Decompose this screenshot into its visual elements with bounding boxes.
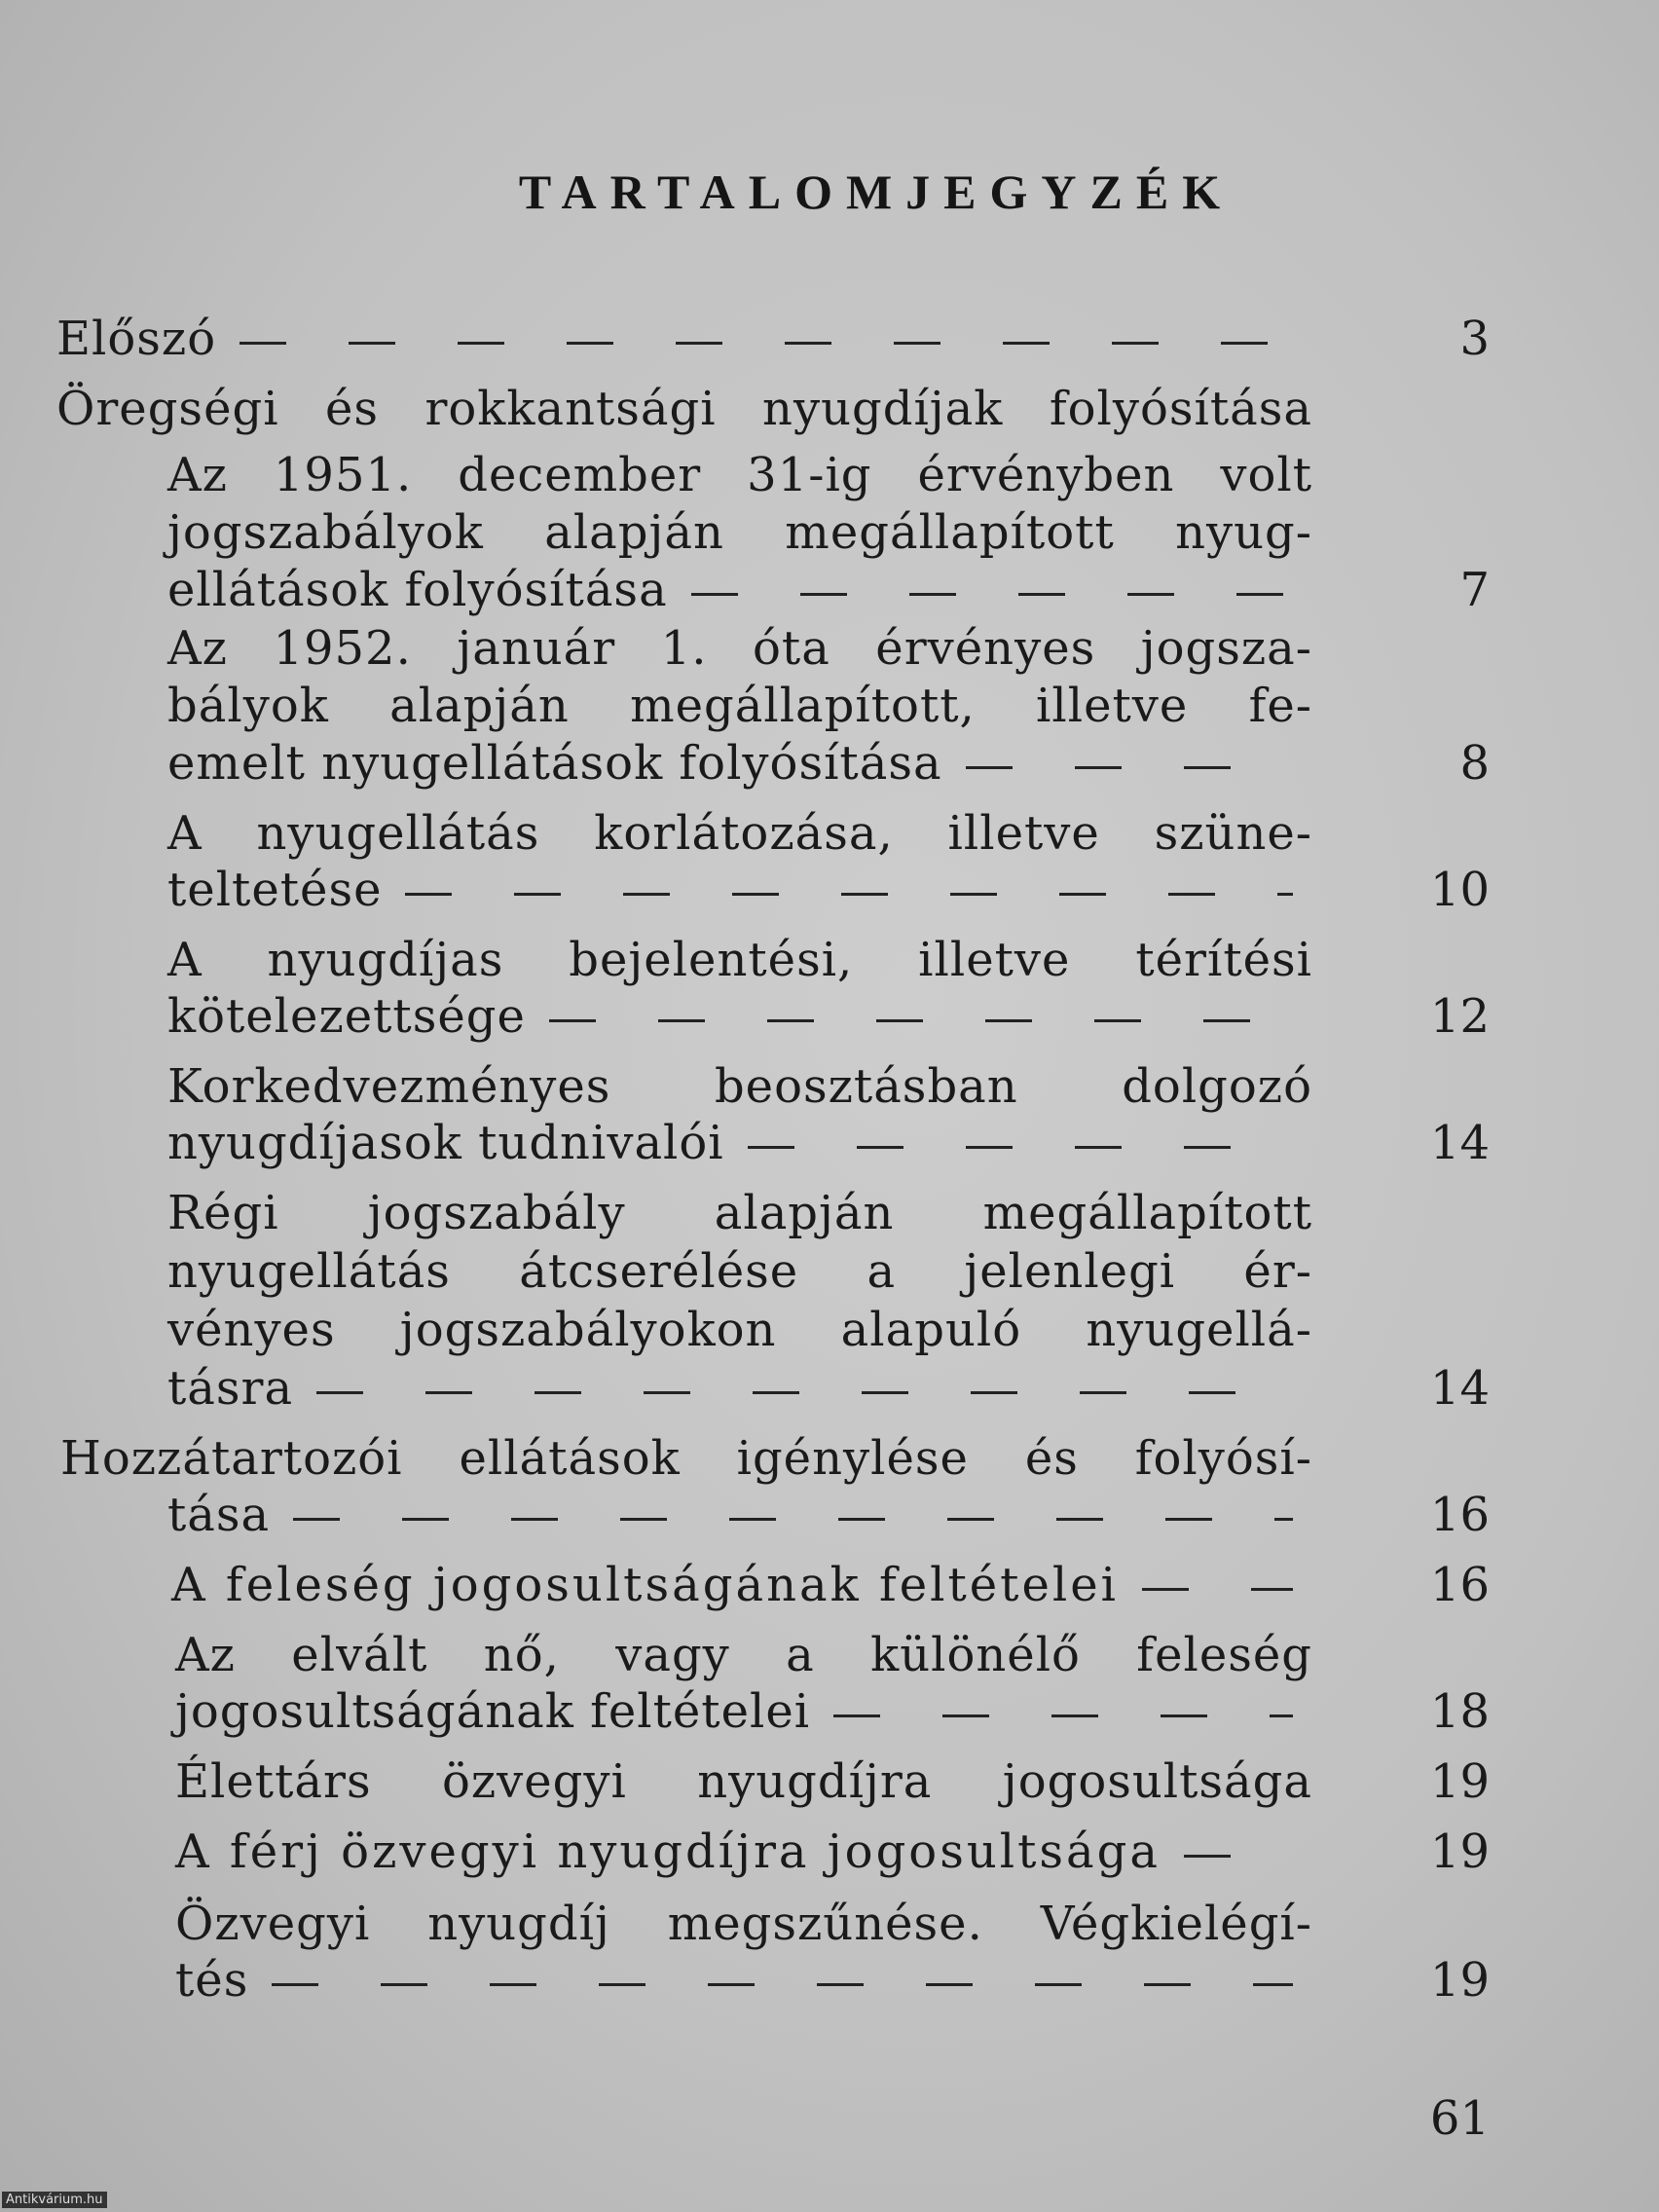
toc-entry-title-line (167, 1486, 1312, 1544)
toc-entry-text: Özvegyi nyugdíj megszűnése. Végkielégí- (175, 1897, 1312, 1951)
toc-entry-title-line (167, 861, 1312, 919)
toc-entry-text: Az elvált nő, vagy a különélő feleség (175, 1628, 1312, 1682)
toc-page-number: 18 (1429, 1684, 1490, 1739)
toc-entry-title-line (175, 1951, 1312, 2009)
toc-entry-text: bályok alapján megállapított, illetve fe- (167, 679, 1312, 733)
toc-entry-text: tés (175, 1953, 249, 2008)
page-title: TARTALOMJEGYZÉK (518, 165, 1235, 219)
toc-entry-title-line (175, 1895, 1312, 1953)
toc-entry-text: vényes jogszabályokon alapuló nyugellá- (167, 1303, 1312, 1357)
toc-entry-text: Öregségi és rokkantsági nyugdíjak folyósítása (56, 382, 1312, 436)
toc-entry-text: Az 1952. január 1. óta érvényes jogsza- (167, 621, 1312, 676)
toc-entry-text: Előszó (56, 312, 217, 366)
toc-entry-text: Hozzátartozói ellátások igénylése és folyósí- (60, 1431, 1312, 1486)
toc-entry-title-line (167, 677, 1312, 735)
toc-entry-text: jogosultságának feltételei (175, 1684, 811, 1739)
toc-page-number: 19 (1429, 1825, 1490, 1879)
toc-entry-text: emelt nyugellátások folyósítása (167, 736, 942, 791)
toc-entry-title-line (175, 1626, 1312, 1684)
toc-entry-text: nyugdíjasok tudnivalói (167, 1116, 724, 1170)
page-folio-number: 61 (1429, 2091, 1490, 2146)
toc-entry-text: A nyugdíjas bejelentési, illetve térítési (167, 933, 1312, 987)
dot-leader (549, 1019, 1293, 1022)
toc-entry-title-line (60, 1429, 1312, 1488)
dot-leader (966, 766, 1293, 769)
toc-entry-text: nyugellátás átcserélése a jelenlegi ér- (167, 1244, 1312, 1299)
toc-entry-title-line (167, 446, 1312, 504)
dot-leader (405, 893, 1293, 896)
toc-entry-text: Régi jogszabály alapján megállapított (167, 1186, 1312, 1240)
toc-entry-title-line (167, 804, 1312, 863)
dot-leader (1142, 1588, 1293, 1591)
toc-entry-title-line (167, 503, 1312, 562)
toc-entry-title-line (167, 1114, 1312, 1172)
toc-entry-text: kötelezettsége (167, 989, 526, 1044)
toc-page-number: 16 (1429, 1558, 1490, 1612)
toc-entry-text: tásra (167, 1361, 294, 1416)
toc-entry-text: Élettárs özvegyi nyugdíjra jogosultsága (175, 1754, 1312, 1809)
toc-entry-text: A férj özvegyi nyugdíjra jogosultsága (175, 1825, 1161, 1879)
toc-page-number: 7 (1459, 563, 1490, 617)
toc-page-number: 16 (1429, 1488, 1490, 1542)
dot-leader (272, 1983, 1293, 1986)
dot-leader (748, 1146, 1293, 1149)
toc-entry-title-line (175, 1823, 1312, 1881)
toc-entry-title-line (167, 561, 1312, 619)
toc-page-number: 14 (1429, 1361, 1490, 1416)
toc-entry-text: tása (167, 1488, 271, 1542)
toc-entry-title-line (167, 1242, 1312, 1301)
toc-page-number: 19 (1429, 1953, 1490, 2008)
toc-page-number: 14 (1429, 1116, 1490, 1170)
toc-entry-text: teltetése (167, 863, 383, 917)
toc-entry-text: ellátások folyósítása (167, 563, 668, 617)
dot-leader (1184, 1855, 1293, 1858)
toc-page-number: 8 (1459, 736, 1490, 791)
toc-entry-title-line (167, 734, 1312, 793)
toc-entry-title-line (167, 619, 1312, 678)
toc-entry-title-line (167, 1057, 1312, 1116)
toc-page-number: 10 (1429, 863, 1490, 917)
toc-entry-text: A feleség jogosultságának feltételei (171, 1558, 1119, 1612)
toc-entry-title-line (167, 1301, 1312, 1359)
dot-leader (240, 342, 1303, 345)
toc-entry-title-line (167, 931, 1312, 989)
toc-entry-title-line (171, 1556, 1312, 1614)
dot-leader (293, 1518, 1293, 1521)
dot-leader (691, 593, 1293, 596)
toc-entry-title-line (167, 1184, 1312, 1242)
toc-page-number: 19 (1429, 1754, 1490, 1809)
toc-entry-title-line (56, 380, 1312, 438)
toc-entry-title-line (175, 1682, 1312, 1741)
toc-entry-text: Korkedvezményes beosztásban dolgozó (167, 1059, 1312, 1114)
toc-entry-title-line (167, 987, 1312, 1046)
toc-entry-title-line (56, 310, 1322, 368)
toc-page-number: 3 (1459, 312, 1490, 366)
toc-entry-title-line (175, 1752, 1312, 1811)
dot-leader (833, 1714, 1293, 1717)
site-watermark: Antikvárium.hu (2, 2192, 107, 2208)
toc-entry-title-line (167, 1359, 1312, 1418)
toc-entry-text: jogszabályok alapján megállapított nyug- (167, 505, 1312, 560)
dot-leader (316, 1391, 1293, 1394)
toc-entry-text: A nyugellátás korlátozása, illetve szüne- (167, 806, 1312, 861)
toc-page-number: 12 (1429, 989, 1490, 1044)
toc-entry-text: Az 1951. december 31-ig érvényben volt (167, 448, 1312, 502)
